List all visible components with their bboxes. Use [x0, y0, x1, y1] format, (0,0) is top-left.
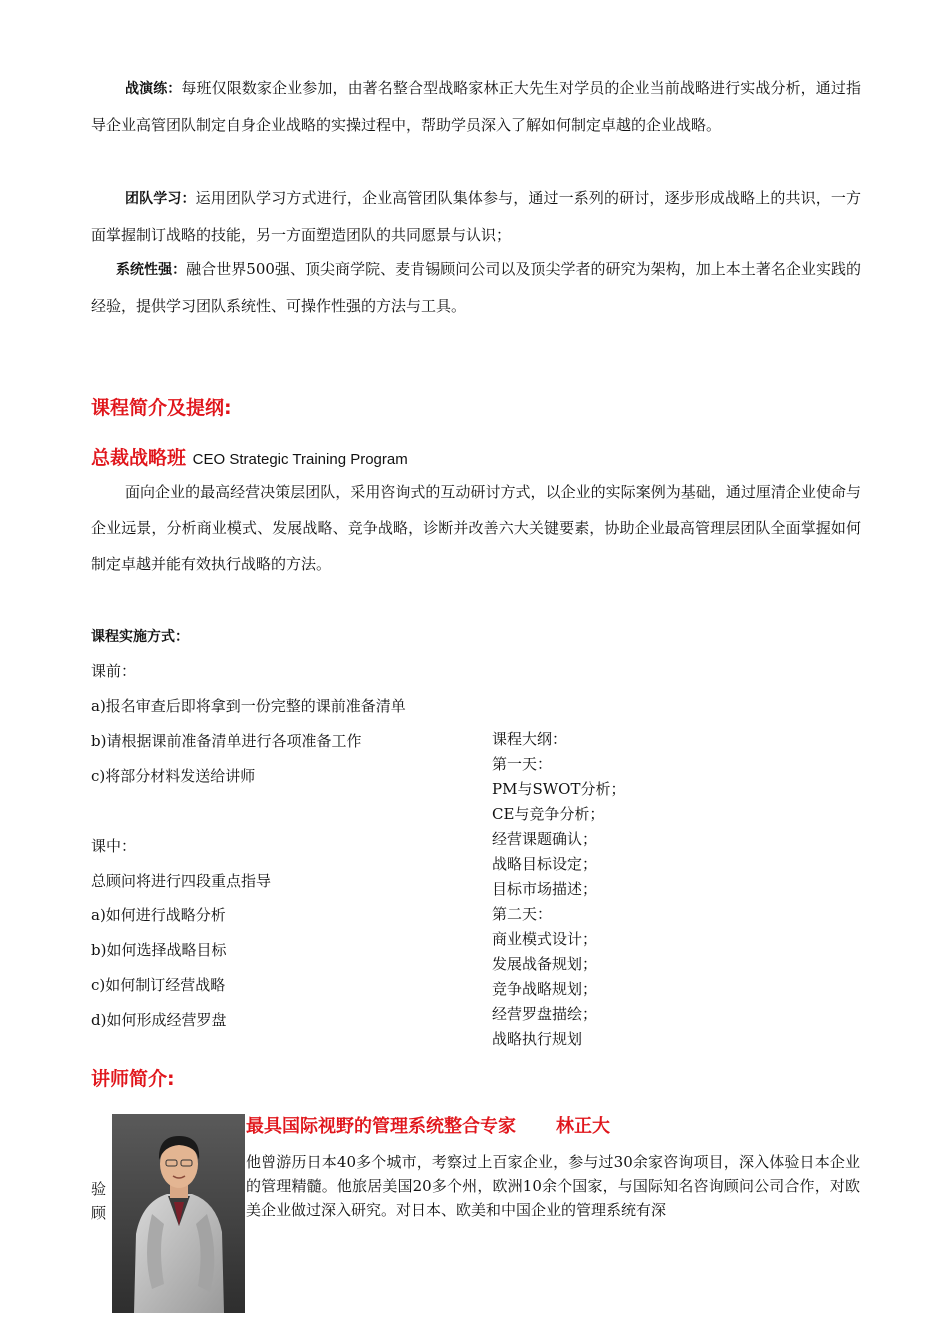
lecturer-title [246, 1112, 610, 1138]
course-outline [492, 727, 625, 1052]
outline-item: 战略目标设定； [492, 855, 598, 873]
program-title-en: CEO Strategic Training Program [192, 451, 408, 468]
outline-item: 商业模式设计； [492, 930, 598, 948]
outline-item: 课程大纲： [492, 730, 568, 748]
lecturer-name: 林正大 [556, 1116, 610, 1137]
system-text: 融合世界500强、顶尖商学院、麦肯锡顾问公司以及顶尖学者的研究为架构，加上本土著名企业实践的经验，提供学习团队系统性、可操作性强的方法与工具。 [91, 260, 862, 315]
lecturer-title-text: 最具国际视野的管理系统整合专家 [246, 1116, 516, 1137]
lecturer-bio: 他曾游历日本40多个城市，考察过上百家企业，参与过30余家咨询项目，深入体验日本企业的管理精髓。他旅居美国20多个州，欧洲10余个国家，与国际知名咨询顾问公司合作，对欧美企业做过深入研究。对日本、欧美和中国企业的管理系统有深 [246, 1153, 860, 1219]
system-label: 系统性强： [116, 262, 187, 278]
outline-item: 经营罗盘描绘； [492, 1005, 598, 1023]
outline-item: 目标市场描述； [492, 880, 598, 898]
outline-item: 经营课题确认； [492, 830, 598, 848]
method-label: 课程实施方式： [91, 629, 189, 645]
program-title-cn: 总裁战略班 [91, 447, 187, 469]
team-label: 团队学习： [125, 191, 196, 207]
outline-item: PM与SWOT分析； [492, 780, 626, 798]
outline-item: 竞争战略规划； [492, 980, 598, 998]
intro-paragraph-system [91, 251, 861, 324]
practice-text: 每班仅限数家企业参加，由著名整合型战略家林正大先生对学员的企业当前战略进行实战分析，通过指导企业高管团队制定自身企业战略的实操过程中，帮助学员深入了解如何制定卓越的企业战略。 [91, 79, 861, 134]
outline-item: CE与竞争分析； [492, 805, 605, 823]
team-text: 运用团队学习方式进行，企业高管团队集体参与，通过一系列的研讨，逐步形成战略上的共识，一方面掌握制订战略的技能，另一方面塑造团队的共同愿景与认识； [91, 189, 861, 244]
outline-item: 第二天： [492, 905, 553, 923]
course-heading: 课程简介及提纲: [91, 397, 232, 419]
intro-paragraph-team [91, 180, 861, 253]
during-item: b)如何选择战略目标 [91, 941, 227, 959]
lecturer-heading: 讲师简介: [91, 1068, 175, 1090]
lecturer-portrait-image [112, 1114, 245, 1313]
before-item: c)将部分材料发送给讲师 [91, 767, 256, 785]
outline-item: 第一天： [492, 755, 553, 773]
program-description: 面向企业的最高经营决策层团队，采用咨询式的互动研讨方式，以企业的实际案例为基础，通过厘清企业使命与企业远景，分析商业模式、发展战略、竞争战略，诊断并改善六大关键要素，协助企业最高管理层团队全面掌握如何制定卓越并能有效执行战略的方法。 [91, 483, 861, 573]
during-item: d)如何形成经营罗盘 [91, 1011, 227, 1029]
during-item: a)如何进行战略分析 [91, 906, 226, 924]
outline-item: 战略执行规划 [492, 1030, 583, 1048]
outline-item: 发展战备规划； [492, 955, 598, 973]
program-title [91, 443, 408, 470]
before-label: 课前： [91, 662, 137, 680]
side-char: 验 [91, 1180, 107, 1198]
before-item: b)请根据课前准备清单进行各项准备工作 [91, 732, 362, 750]
side-char: 顾 [91, 1204, 107, 1222]
lecturer-photo [112, 1114, 245, 1313]
intro-paragraph-practice [91, 70, 861, 143]
during-intro: 总顾问将进行四段重点指导 [91, 872, 272, 890]
during-item: c)如何制订经营战略 [91, 976, 226, 994]
before-item: a)报名审查后即将拿到一份完整的课前准备清单 [91, 697, 406, 715]
practice-label: 战演练： [125, 81, 182, 97]
during-label: 课中： [91, 837, 137, 855]
